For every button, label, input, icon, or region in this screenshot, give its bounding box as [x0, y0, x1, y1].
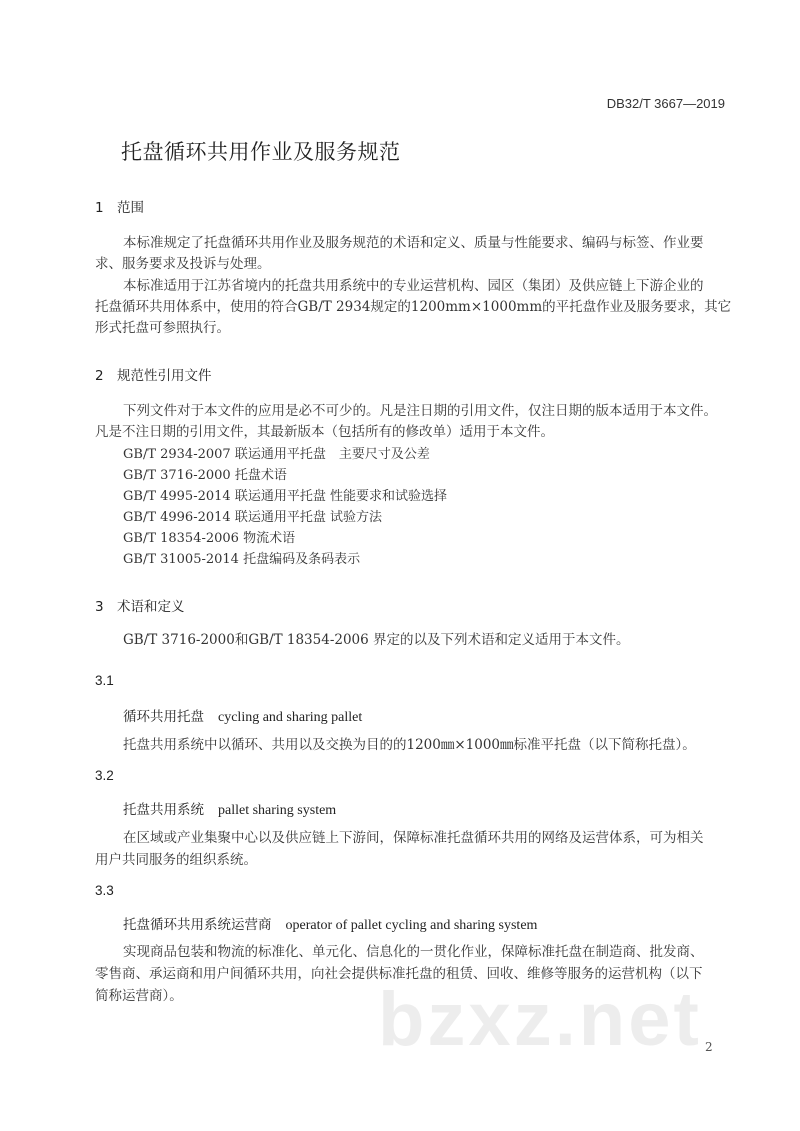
- term-zh: 托盘循环共用系统运营商: [123, 917, 272, 933]
- term-entry: [123, 913, 537, 934]
- term-en: cycling and sharing pallet: [218, 710, 363, 725]
- section-number: 1: [95, 200, 104, 216]
- term-zh: 循环共用托盘: [123, 709, 204, 725]
- term-entry: [123, 705, 362, 726]
- section-1-heading: [95, 196, 144, 216]
- term-zh: 托盘共用系统: [123, 802, 204, 818]
- section-3-heading: [95, 595, 185, 615]
- section-number: 3: [95, 599, 104, 615]
- page-number: 2: [705, 1040, 713, 1054]
- term-definition: [95, 734, 730, 756]
- text-line: 零售商、承运商和用户间循环共用，向社会提供标准托盘的租赁、回收、维修等服务的运营机构（以下: [95, 966, 703, 982]
- section-title: 规范性引用文件: [117, 368, 212, 384]
- reference-item: GB/T 4995-2014 联运通用平托盘 性能要求和试验选择: [123, 489, 447, 504]
- term-en: operator of pallet cycling and sharing system: [285, 918, 538, 933]
- clause-number: 3.3: [95, 883, 114, 898]
- text-line: 简称运营商）。: [95, 988, 183, 1004]
- text-line: 用户共同服务的组织系统。: [95, 852, 257, 868]
- text-line: 下列文件对于本文件的应用是必不可少的。凡是注日期的引用文件，仅注日期的版本适用于本文件。: [123, 403, 717, 419]
- section-2-paragraph: [95, 401, 725, 443]
- clause-number: 3.1: [95, 673, 114, 688]
- section-title: 范围: [117, 200, 144, 216]
- term-definition: [95, 827, 730, 871]
- section-1-paragraph-1: [95, 233, 725, 275]
- section-2-heading: [95, 364, 212, 384]
- reference-list: [123, 444, 447, 570]
- text-line: 求、服务要求及投诉与处理。: [95, 256, 271, 272]
- text-line: 本标准适用于江苏省境内的托盘共用系统中的专业运营机构、园区（集团）及供应链上下游企业的: [123, 278, 704, 294]
- text-line: 托盘共用系统中以循环、共用以及交换为目的的1200㎜×1000㎜标准平托盘（以下简称托盘）。: [123, 737, 696, 753]
- section-3-intro: [95, 630, 725, 651]
- standard-number: DB32/T 3667—2019: [606, 96, 725, 111]
- document-title: 托盘循环共用作业及服务规范: [121, 140, 401, 164]
- text-line: 形式托盘可参照执行。: [95, 320, 230, 336]
- text-line: 凡是不注日期的引用文件，其最新版本（包括所有的修改单）适用于本文件。: [95, 424, 554, 440]
- text-line: 实现商品包装和物流的标准化、单元化、信息化的一贯化作业，保障标准托盘在制造商、批发商、: [123, 944, 704, 960]
- text-line: 在区域或产业集聚中心以及供应链上下游间，保障标准托盘循环共用的网络及运营体系，可为相关: [123, 830, 704, 846]
- reference-item: GB/T 31005-2014 托盘编码及条码表示: [123, 552, 361, 567]
- clause-number: 3.2: [95, 768, 114, 783]
- reference-item: GB/T 4996-2014 联运通用平托盘 试验方法: [123, 510, 382, 525]
- section-title: 术语和定义: [117, 599, 185, 615]
- reference-item: GB/T 2934-2007 联运通用平托盘 主要尺寸及公差: [123, 447, 430, 462]
- section-number: 2: [95, 368, 104, 384]
- text-line: 托盘循环共用体系中，使用的符合GB/T 2934规定的1200mm×1000mm的平托盘作业及服务要求，其它: [95, 299, 732, 315]
- term-en: pallet sharing system: [218, 803, 337, 818]
- section-1-paragraph-2: [95, 276, 732, 339]
- reference-item: GB/T 3716-2000 托盘术语: [123, 468, 287, 483]
- watermark: bzxz.net: [378, 977, 702, 1062]
- reference-item: GB/T 18354-2006 物流术语: [123, 531, 296, 546]
- term-entry: [123, 798, 336, 819]
- text-line: 本标准规定了托盘循环共用作业及服务规范的术语和定义、质量与性能要求、编码与标签、作业要: [123, 235, 704, 251]
- text-line: GB/T 3716-2000和GB/T 18354-2006 界定的以及下列术语和定义适用于本文件。: [123, 632, 630, 648]
